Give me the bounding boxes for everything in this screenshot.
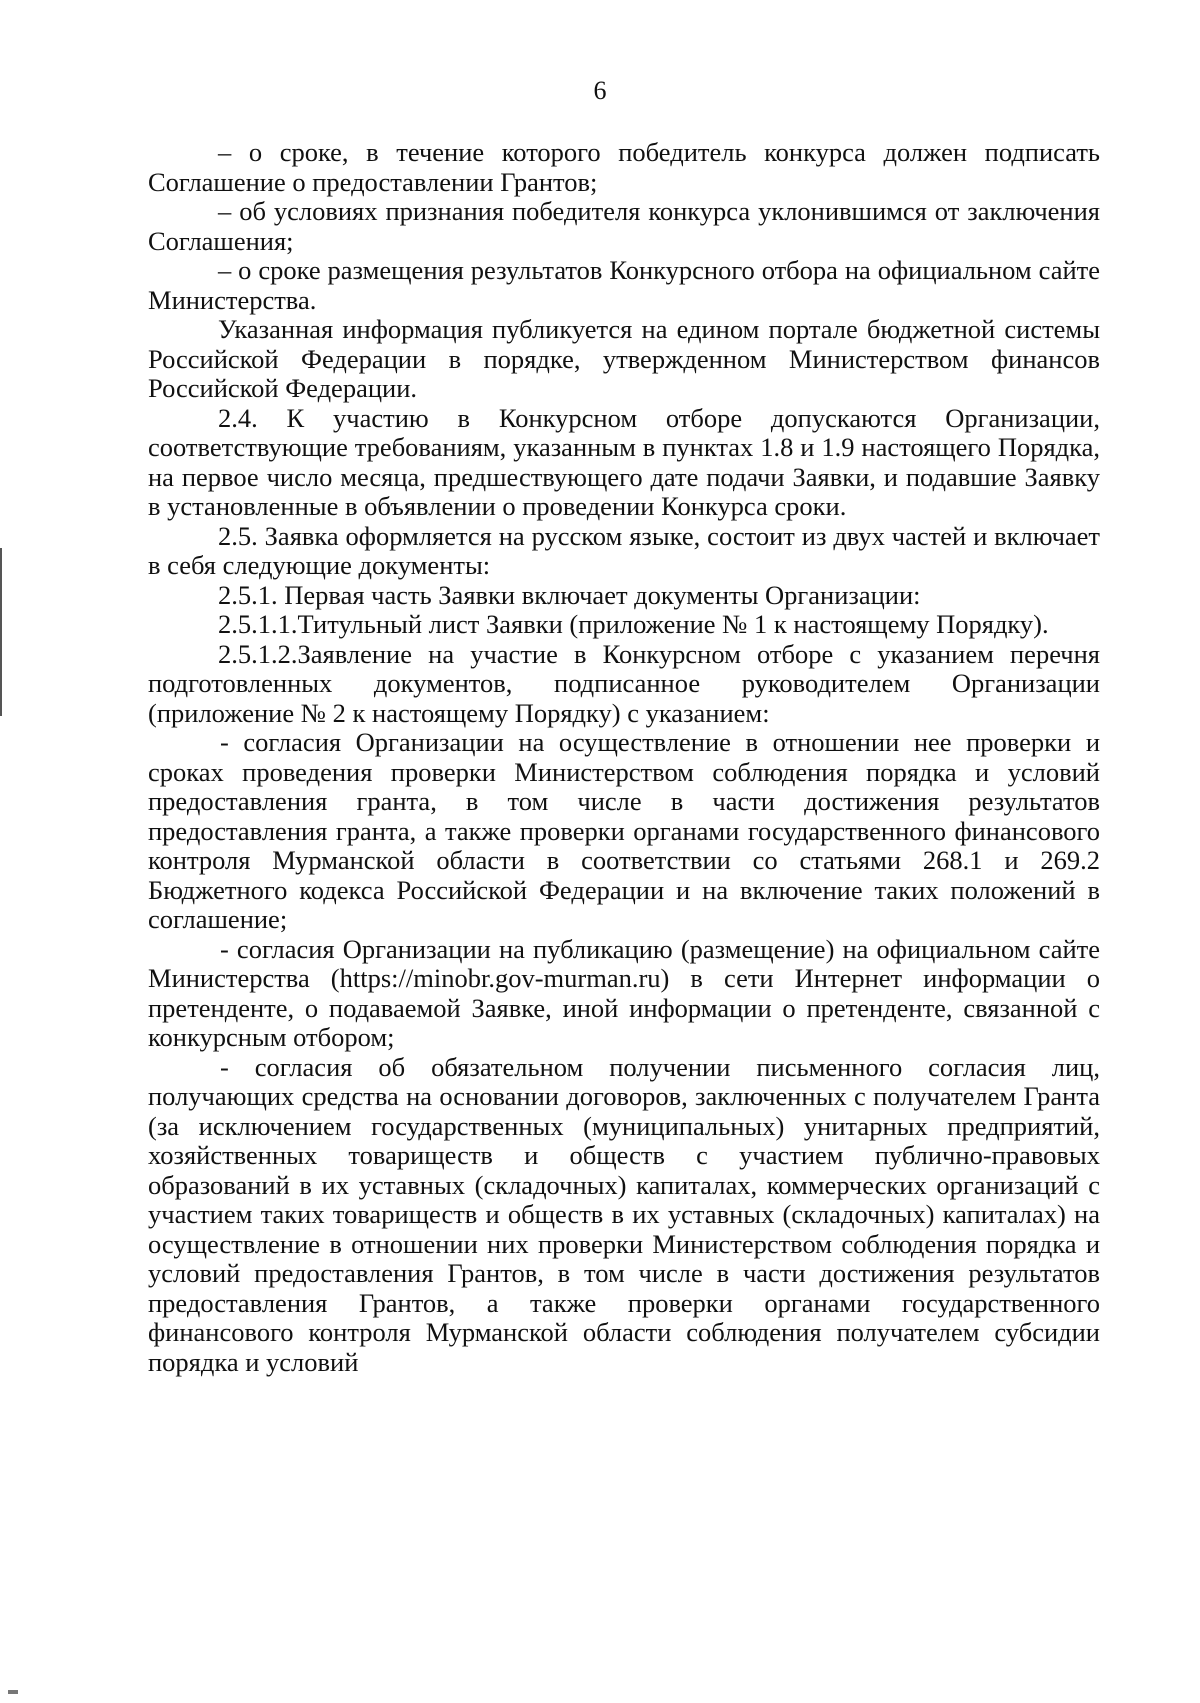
list-item-verification-consent: - согласия Организации на осуществление в отношении нее проверки и сроках проведения проверки Министерством соблюдения порядка и условий предоставления гранта, в том числе в части достижения результатов предоставления гранта, а также проверки органами государственного финансового контроля Мурманской области в соответствии со статьями 268.1 и 269.2 Бюджетного кодекса Российской Федерации и на включение таких положений в соглашение; — [148, 727, 1100, 934]
scan-edge-mark — [0, 548, 2, 716]
list-item-written-consent: - согласия об обязательном получении письменного согласия лиц, получающих средства на основании договоров, заключенных с получателем Гранта (за исключением государственных (муниципальных) унитарных предприятий, хозяйственных товариществ и обществ с участием публично-правовых образований в их уставных (складочных) капиталах, коммерческих организаций с участием таких товариществ и обществ в их уставных (складочных) капиталах) на осуществление в отношении них проверки Министерством соблюдения порядка и условий предоставления Грантов, в том числе в части достижения результатов предоставления Грантов, а также проверки органами государственного финансового контроля Мурманской области соблюдения получателем субсидии порядка и условий — [148, 1051, 1100, 1377]
paragraph-budget-portal: Указанная информация публикуется на едином портале бюджетной системы Российской Федерации в порядке, утвержденном Министерством финансов Российской Федерации. — [148, 314, 1100, 403]
paragraph-2-5-1: 2.5.1. Первая часть Заявки включает документы Организации: — [218, 579, 921, 610]
page-number: 6 — [593, 76, 607, 105]
document-body — [148, 138, 1100, 1377]
paragraph-2-4: 2.4. К участию в Конкурсном отборе допускаются Организации, соответствующие требованиям, указанным в пунктах 1.8 и 1.9 настоящего Порядка, на первое число месяца, предшествующего дате подачи Заявки, и подавшие Заявку в установленные в объявлении о проведении Конкурса сроки. — [148, 402, 1100, 521]
paragraph-results-publication: – о сроке размещения результатов Конкурсного отбора на официальном сайте Министерства. — [148, 255, 1100, 315]
paragraph-2-5: 2.5. Заявка оформляется на русском языке, состоит из двух частей и включает в себя следующие документы: — [148, 520, 1100, 580]
paragraph-2-5-1-2: 2.5.1.2.Заявление на участие в Конкурсном отборе с указанием перечня подготовленных документов, подписанное руководителем Организации (приложение № 2 к настоящему Порядку) с указанием: — [148, 638, 1100, 728]
paragraph-evasion-conditions: – об условиях признания победителя конкурса уклонившимся от заключения Соглашения; — [148, 196, 1100, 256]
paragraph-signing-deadline: – о сроке, в течение которого победитель конкурса должен подписать Соглашение о предоставлении Грантов; — [148, 137, 1100, 197]
list-item-publication-consent: - согласия Организации на публикацию (размещение) на официальном сайте Министерства (https://minobr.gov-murman.ru) в сети Интернет информации о претенденте, о подаваемой Заявке, иной информации о претенденте, связанной с конкурсным отбором; — [148, 933, 1100, 1052]
paragraph-2-5-1-1: 2.5.1.1.Титульный лист Заявки (приложение № 1 к настоящему Порядку). — [218, 609, 1049, 639]
scan-dot-mark — [8, 1690, 18, 1694]
